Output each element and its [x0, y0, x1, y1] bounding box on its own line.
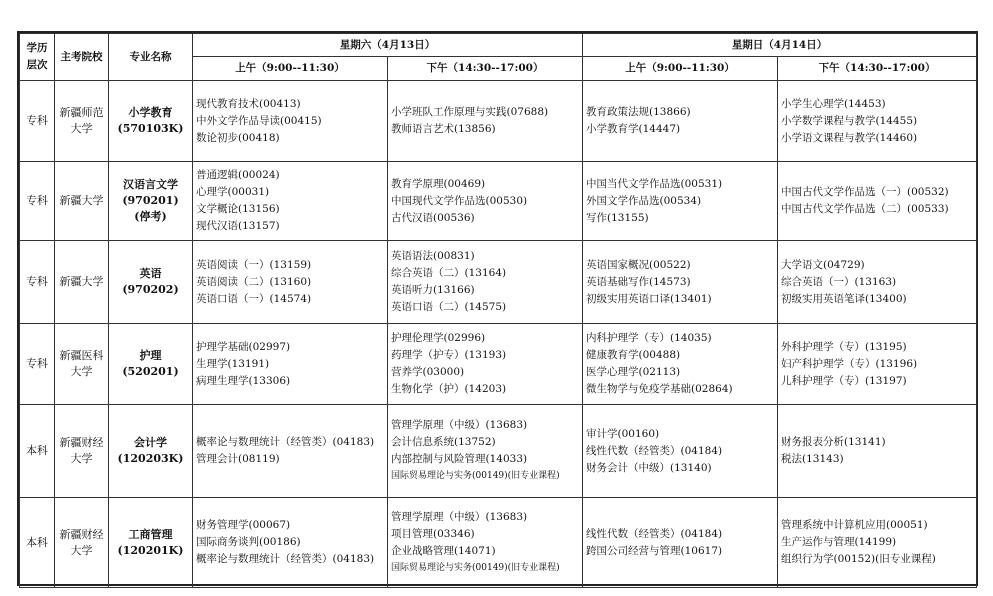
- course-cell-sat-am: [193, 241, 388, 324]
- course-item: 护理学基础(02997): [196, 340, 291, 353]
- table-row: [20, 81, 977, 162]
- course-item: 微生物学与免疫学基础(02864): [586, 383, 733, 395]
- header-sat-pm: 下午（14:30--17:00）: [388, 57, 583, 81]
- level-cell: 专科: [20, 241, 55, 324]
- course-item: 中国古代文学作品选（一）(00532): [781, 186, 949, 198]
- course-item: 现代汉语(13157): [196, 220, 280, 232]
- course-cell-sat-pm: [388, 81, 583, 162]
- course-cell-sat-pm: [388, 498, 583, 588]
- course-item: 审计学(00160): [586, 427, 660, 440]
- major-line: (120203K): [117, 452, 184, 465]
- level-cell: 专科: [20, 81, 55, 162]
- header-level: 学历层次: [20, 34, 55, 81]
- course-item: 概率论与数理统计（经管类）(04183): [196, 436, 375, 448]
- header-major: 专业名称: [109, 34, 193, 81]
- course-item: 英语阅读（一）(13159): [196, 258, 312, 271]
- header-sun-pm: 下午（14:30--17:00）: [778, 57, 977, 81]
- school-cell: 新疆大学: [55, 162, 109, 241]
- course-item: 管理学原理（中级）(13683): [391, 419, 528, 431]
- course-cell-sat-am: [193, 324, 388, 405]
- course-item: 初级实用英语笔译(13400): [781, 292, 907, 305]
- course-item: 普通逻辑(00024): [196, 169, 280, 181]
- major-line: (120201K): [117, 543, 184, 557]
- table-row: [20, 405, 977, 498]
- course-item: 儿科护理学（专）(13197): [781, 374, 907, 387]
- level-cell: 本科: [20, 498, 55, 588]
- course-item: 概率论与数理统计（经管类）(04183): [196, 553, 375, 565]
- course-cell-sun-am: [583, 162, 778, 241]
- course-item: 数论初步(00418): [196, 131, 280, 144]
- course-item: 中国古代文学作品选（二）(00533): [781, 203, 949, 215]
- course-item: 营养学(03000): [391, 366, 465, 378]
- course-cell-sun-am: [583, 324, 778, 405]
- course-cell-sun-am: [583, 405, 778, 498]
- course-item: 英语基础写作(14573): [586, 275, 691, 288]
- course-item: 外科护理学（专）(13195): [781, 340, 907, 353]
- course-cell-sun-pm: [778, 162, 977, 241]
- major-line: 工商管理: [128, 527, 173, 541]
- course-item: 教育政策法规(13866): [586, 106, 691, 118]
- school-cell: 新疆医科大学: [55, 324, 109, 405]
- course-item: 英语国家概况(00522): [586, 258, 691, 271]
- course-item: 心理学(00031): [196, 186, 270, 198]
- course-item: 国际商务谈判(00186): [196, 536, 301, 548]
- course-item: 会计信息系统(13752): [391, 436, 496, 448]
- table-row: [20, 241, 977, 324]
- level-cell: 本科: [20, 405, 55, 498]
- course-item: 内部控制与风险管理(14033): [391, 453, 528, 465]
- course-item: 生产运作与管理(14199): [781, 536, 897, 548]
- course-cell-sat-pm: [388, 241, 583, 324]
- header-sunday: 星期日（4月14日）: [583, 34, 977, 57]
- course-cell-sat-am: [193, 498, 388, 588]
- course-item: 管理会计(08119): [196, 453, 280, 465]
- course-item: 管理系统中计算机应用(00051): [781, 519, 928, 531]
- course-item: 药理学（护专）(13193): [391, 349, 507, 361]
- major-line: 护理: [139, 349, 162, 362]
- course-item: 线性代数（经管类）(04184): [586, 527, 723, 540]
- header-sun-am: 上午（9:00--11:30）: [583, 57, 778, 81]
- level-cell: 专科: [20, 162, 55, 241]
- exam-schedule: [17, 31, 978, 586]
- course-item: 综合英语（二）(13164): [391, 267, 507, 279]
- course-item: 小学教育学(14447): [586, 123, 681, 135]
- course-item: 中国现代文学作品选(00530): [391, 194, 528, 207]
- course-cell-sat-am: [193, 405, 388, 498]
- course-item: 企业战略管理(14071): [391, 544, 496, 557]
- major-line: 会计学: [134, 436, 167, 449]
- school-cell: 新疆大学: [55, 241, 109, 324]
- course-item: 线性代数（经管类）(04184): [586, 444, 723, 457]
- course-item: 教师语言艺术(13856): [391, 123, 496, 135]
- major-line: (停考): [134, 210, 167, 223]
- course-item: 文学概论(13156): [196, 203, 280, 215]
- course-item: 初级实用英语口译(13401): [586, 292, 712, 305]
- major-cell: [109, 81, 193, 162]
- major-line: 英语: [139, 267, 162, 280]
- course-cell-sun-pm: [778, 498, 977, 588]
- major-cell: [109, 405, 193, 498]
- schedule-table: [19, 33, 977, 588]
- course-item-note: 国际贸易理论与实务(00149)(旧专业课程): [391, 562, 560, 573]
- course-item: 英语口语（二）(14575): [391, 301, 507, 313]
- major-line: 汉语言文学: [123, 178, 178, 191]
- course-item: 中外文学作品导读(00415): [196, 114, 322, 127]
- course-item: 小学生心理学(14453): [781, 97, 886, 110]
- school-cell: 新疆财经大学: [55, 498, 109, 588]
- table-row: [20, 324, 977, 405]
- course-cell-sun-pm: [778, 81, 977, 162]
- course-cell-sat-pm: [388, 324, 583, 405]
- course-item-note: 国际贸易理论与实务(00149)(旧专业课程): [391, 471, 560, 481]
- course-item: 小学数学课程与教学(14455): [781, 114, 918, 127]
- course-cell-sun-am: [583, 498, 778, 588]
- course-cell-sun-pm: [778, 241, 977, 324]
- major-cell: [109, 498, 193, 588]
- course-item: 病理生理学(13306): [196, 374, 291, 387]
- course-item: 内科护理学（专）(14035): [586, 332, 712, 344]
- course-item: 医学心理学(02113): [586, 366, 681, 378]
- course-item: 组织行为学(00152)(旧专业课程): [781, 553, 936, 565]
- header-saturday: 星期六（4月13日）: [193, 34, 583, 57]
- course-item: 税法(13143): [781, 453, 844, 465]
- major-line: (570103K): [117, 122, 184, 135]
- course-item: 财务管理学(00067): [196, 519, 291, 531]
- course-cell-sat-am: [193, 81, 388, 162]
- course-item: 护理伦理学(02996): [391, 332, 486, 344]
- table-row: [20, 498, 977, 588]
- school-cell: 新疆财经大学: [55, 405, 109, 498]
- course-cell-sun-am: [583, 241, 778, 324]
- course-item: 写作(13155): [586, 211, 649, 224]
- course-item: 健康教育学(00488): [586, 349, 681, 361]
- course-item: 妇产科护理学（专）(13196): [781, 357, 918, 370]
- course-item: 教育学原理(00469): [391, 177, 486, 190]
- major-cell: [109, 162, 193, 241]
- major-line: (520201): [122, 365, 179, 378]
- level-cell: 专科: [20, 324, 55, 405]
- course-cell-sat-pm: [388, 405, 583, 498]
- course-item: 生理学(13191): [196, 357, 270, 370]
- course-item: 大学语文(04729): [781, 258, 865, 271]
- major-line: (970201): [122, 194, 179, 207]
- table-row: [20, 162, 977, 241]
- course-item: 项目管理(03346): [391, 527, 475, 540]
- course-cell-sun-pm: [778, 324, 977, 405]
- major-line: (970202): [122, 283, 179, 296]
- course-cell-sun-am: [583, 81, 778, 162]
- course-item: 生物化学（护）(14203): [391, 383, 507, 395]
- course-item: 财务报表分析(13141): [781, 436, 886, 448]
- course-item: 小学语文课程与教学(14460): [781, 131, 918, 144]
- major-line: 小学教育: [128, 106, 173, 119]
- course-item: 财务会计（中级）(13140): [586, 461, 712, 474]
- course-item: 中国当代文学作品选(00531): [586, 177, 723, 190]
- course-cell-sun-pm: [778, 405, 977, 498]
- major-cell: [109, 241, 193, 324]
- course-cell-sat-am: [193, 162, 388, 241]
- course-item: 英语听力(13166): [391, 284, 475, 296]
- course-item: 外国文学作品选(00534): [586, 194, 702, 207]
- course-item: 小学班队工作原理与实践(07688): [391, 106, 549, 118]
- course-item: 综合英语（一）(13163): [781, 275, 897, 288]
- major-cell: [109, 324, 193, 405]
- course-item: 跨国公司经营与管理(10617): [586, 544, 723, 557]
- course-item: 英语语法(00831): [391, 250, 475, 262]
- header-sat-am: 上午（9:00--11:30）: [193, 57, 388, 81]
- course-item: 现代教育技术(00413): [196, 97, 301, 110]
- course-item: 英语口语（一）(14574): [196, 292, 312, 305]
- course-cell-sat-pm: [388, 162, 583, 241]
- school-cell: 新疆师范大学: [55, 81, 109, 162]
- course-item: 英语阅读（二）(13160): [196, 275, 312, 288]
- course-item: 管理学原理（中级）(13683): [391, 510, 528, 523]
- course-item: 古代汉语(00536): [391, 211, 475, 224]
- header-school: 主考院校: [55, 34, 109, 81]
